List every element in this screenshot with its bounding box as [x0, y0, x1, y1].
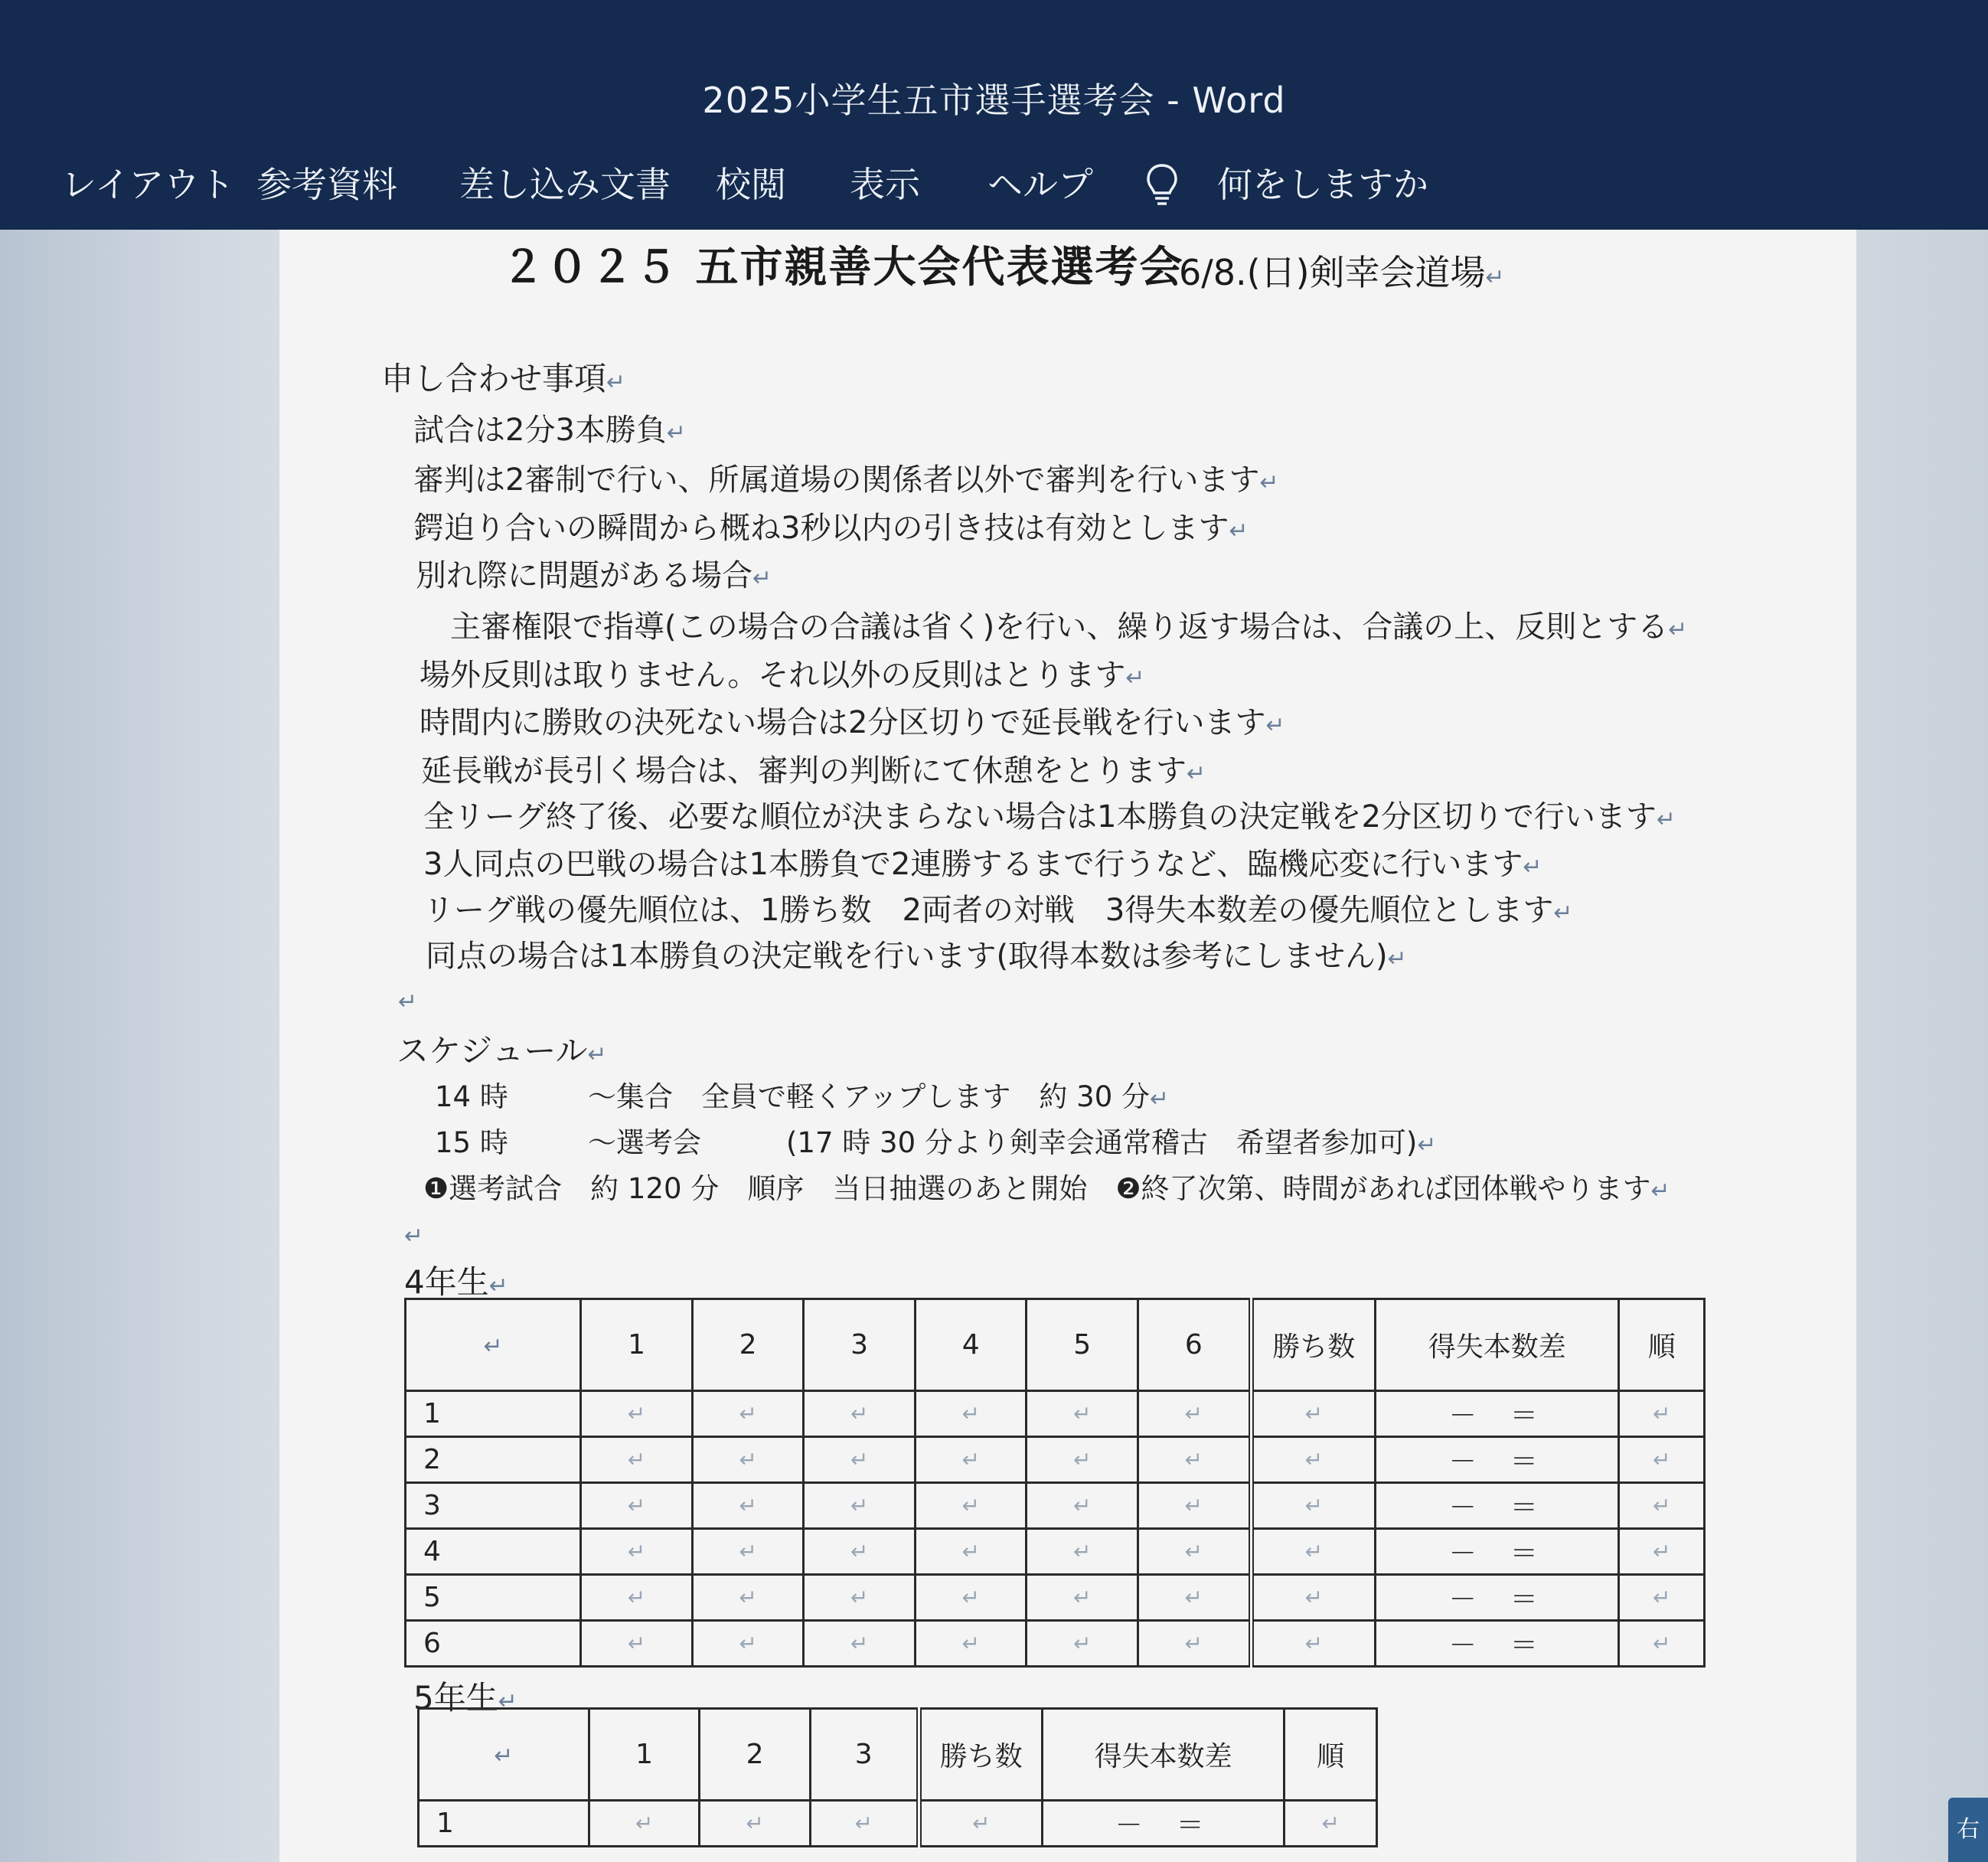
- table-cell[interactable]: ↵: [1027, 1437, 1138, 1483]
- table-cell[interactable]: ↵: [915, 1529, 1027, 1575]
- row-label[interactable]: 4: [406, 1529, 581, 1575]
- table-cell[interactable]: ↵: [804, 1483, 916, 1529]
- table-row: [406, 1621, 1705, 1667]
- note-line: 時間内に勝敗の決死ない場合は2分区切りで延長戦を行います↵: [419, 705, 1285, 740]
- window-title: 2025小学生五市選手選考会 - Word: [702, 80, 1286, 121]
- header-opponent-3[interactable]: 3: [810, 1709, 919, 1801]
- point-diff-cell[interactable]: － ＝: [1376, 1529, 1619, 1575]
- league-table-grade4: [404, 1298, 1706, 1668]
- notes-title: 申し合わせ事項↵: [381, 360, 626, 397]
- point-diff-cell[interactable]: － ＝: [1376, 1483, 1619, 1529]
- paragraph-mark: ↵: [1387, 946, 1407, 972]
- paragraph-mark: ↵: [1553, 900, 1573, 926]
- rank-cell[interactable]: ↵: [1619, 1621, 1705, 1667]
- row-label[interactable]: 1: [419, 1801, 589, 1847]
- table-cell[interactable]: ↵: [804, 1437, 916, 1483]
- empty-paragraph: [404, 1216, 423, 1251]
- note-line: 場外反則は取りません。それ以外の反則はとります↵: [419, 658, 1145, 693]
- document-heading: ２０２５ 五市親善大会代表選考会: [501, 243, 1184, 292]
- paragraph-mark: ↵: [1523, 854, 1542, 880]
- table-row: [406, 1575, 1705, 1621]
- note-line: 鍔迫り合いの瞬間から概ね3秒以内の引き技は有効とします↵: [413, 511, 1249, 546]
- header-opponent-4[interactable]: 4: [915, 1299, 1027, 1391]
- header-rank[interactable]: 順: [1285, 1709, 1377, 1801]
- note-line: 別れ際に問題がある場合↵: [416, 558, 772, 593]
- table-cell[interactable]: ↵: [915, 1483, 1027, 1529]
- schedule-title: スケジュール↵: [397, 1032, 607, 1070]
- row-label[interactable]: 6: [406, 1621, 581, 1667]
- wins-cell[interactable]: ↵: [1251, 1437, 1376, 1483]
- point-diff-cell[interactable]: － ＝: [1376, 1437, 1619, 1483]
- wins-cell[interactable]: ↵: [1251, 1621, 1376, 1667]
- rank-cell[interactable]: ↵: [1619, 1529, 1705, 1575]
- tab-review[interactable]: 校閲: [716, 164, 786, 205]
- table-cell[interactable]: ↵: [1027, 1529, 1138, 1575]
- paragraph-mark: ↵: [404, 1223, 424, 1250]
- table-cell[interactable]: ↵: [804, 1529, 916, 1575]
- table-cell[interactable]: ↵: [700, 1801, 811, 1847]
- paragraph-mark: ↵: [1259, 469, 1279, 496]
- paragraph-mark: ↵: [483, 1333, 503, 1360]
- table-row: [406, 1437, 1705, 1483]
- header-opponent-1[interactable]: 1: [581, 1299, 693, 1391]
- paragraph-mark: ↵: [488, 1272, 508, 1299]
- note-line: 3人同点の巴戦の場合は1本勝負で2連勝するまで行うなど、臨機応変に行います↵: [423, 847, 1542, 882]
- league-table-grade5: [417, 1707, 1378, 1847]
- header-point-diff[interactable]: 得失本数差: [1042, 1709, 1284, 1801]
- header-opponent-2[interactable]: 2: [700, 1709, 811, 1801]
- paragraph-mark: ↵: [398, 988, 418, 1015]
- table-cell[interactable]: ↵: [581, 1483, 693, 1529]
- paragraph-mark: ↵: [1650, 1178, 1670, 1204]
- table-cell[interactable]: ↵: [692, 1621, 804, 1667]
- paragraph-mark: ↵: [1417, 1132, 1437, 1158]
- paragraph-mark: ↵: [498, 1688, 517, 1715]
- wins-cell[interactable]: ↵: [1251, 1529, 1376, 1575]
- table-cell[interactable]: ↵: [1138, 1437, 1252, 1483]
- table-cell[interactable]: ↵: [692, 1391, 804, 1437]
- note-line: 主審権限で指導(この場合の合議は省く)を行い、繰り返す場合は、合議の上、反則とする↵: [450, 609, 1688, 645]
- table-cell[interactable]: ↵: [692, 1437, 804, 1483]
- table-cell[interactable]: ↵: [804, 1391, 916, 1437]
- paragraph-mark: ↵: [494, 1743, 514, 1769]
- schedule-row: 14 時 ～集合 全員で軽くアップします 約 30 分↵: [435, 1080, 1170, 1113]
- row-label[interactable]: 1: [406, 1391, 581, 1437]
- document-heading-date-place: 6/8.(日)剣幸会道場↵: [1179, 252, 1505, 293]
- tab-layout[interactable]: レイアウト: [61, 164, 235, 205]
- rank-cell[interactable]: ↵: [1619, 1483, 1705, 1529]
- wins-cell[interactable]: ↵: [919, 1801, 1042, 1847]
- point-diff-cell[interactable]: － ＝: [1042, 1801, 1284, 1847]
- tab-view[interactable]: 表示: [850, 164, 920, 205]
- table-row: [406, 1483, 1705, 1529]
- header-opponent-6[interactable]: 6: [1138, 1299, 1252, 1391]
- paragraph-mark: ↵: [1485, 264, 1505, 291]
- wins-cell[interactable]: ↵: [1251, 1575, 1376, 1621]
- paragraph-mark: ↵: [1229, 518, 1249, 544]
- tab-mailings[interactable]: 差し込み文書: [459, 164, 671, 205]
- point-diff-cell[interactable]: － ＝: [1376, 1575, 1619, 1621]
- table-cell[interactable]: ↵: [1138, 1483, 1252, 1529]
- table-row: [419, 1801, 1377, 1847]
- table5-title: 5年生↵: [413, 1679, 517, 1717]
- table-cell[interactable]: ↵: [692, 1529, 804, 1575]
- rank-cell[interactable]: ↵: [1619, 1391, 1705, 1437]
- row-label[interactable]: 3: [406, 1483, 581, 1529]
- table-cell[interactable]: ↵: [581, 1529, 693, 1575]
- table-cell[interactable]: ↵: [804, 1575, 916, 1621]
- header-opponent-5[interactable]: 5: [1027, 1299, 1138, 1391]
- tab-references[interactable]: 参考資料: [256, 164, 397, 205]
- row-label[interactable]: 5: [406, 1575, 581, 1621]
- note-line: 試合は2分3本勝負↵: [413, 413, 687, 448]
- note-line: 延長戦が長引く場合は、審判の判断にて休憩をとります↵: [421, 753, 1206, 789]
- table-header-row: [406, 1299, 1705, 1391]
- table-cell[interactable]: ↵: [589, 1801, 700, 1847]
- table-corner-cell[interactable]: [419, 1709, 589, 1801]
- paragraph-mark: ↵: [587, 1041, 607, 1068]
- table-cell[interactable]: ↵: [804, 1621, 916, 1667]
- table-cell[interactable]: ↵: [915, 1437, 1027, 1483]
- rank-cell[interactable]: ↵: [1619, 1437, 1705, 1483]
- table-header-row: [419, 1709, 1377, 1801]
- note-line: 審判は2審制で行い、所属道場の関係者以外で審判を行います↵: [413, 462, 1279, 498]
- header-wins[interactable]: 勝ち数: [919, 1709, 1042, 1801]
- table-cell[interactable]: ↵: [915, 1575, 1027, 1621]
- tab-help[interactable]: ヘルプ: [987, 164, 1093, 205]
- table-cell[interactable]: ↵: [915, 1621, 1027, 1667]
- table-cell[interactable]: ↵: [1027, 1391, 1138, 1437]
- table-row: [406, 1391, 1705, 1437]
- table4-title: 4年生↵: [404, 1263, 508, 1301]
- paragraph-mark: ↵: [1150, 1086, 1170, 1112]
- table-cell[interactable]: ↵: [1138, 1575, 1252, 1621]
- point-diff-cell[interactable]: － ＝: [1376, 1621, 1619, 1667]
- empty-paragraph: [398, 982, 417, 1017]
- paragraph-mark: ↵: [1187, 760, 1206, 787]
- header-opponent-2[interactable]: 2: [692, 1299, 804, 1391]
- table-cell[interactable]: ↵: [1027, 1621, 1138, 1667]
- table-cell[interactable]: ↵: [1138, 1621, 1252, 1667]
- point-diff-cell[interactable]: － ＝: [1376, 1391, 1619, 1437]
- wins-cell[interactable]: ↵: [1251, 1391, 1376, 1437]
- header-point-diff[interactable]: 得失本数差: [1376, 1299, 1619, 1391]
- table-cell[interactable]: ↵: [581, 1437, 693, 1483]
- header-opponent-3[interactable]: 3: [804, 1299, 916, 1391]
- row-label[interactable]: 2: [406, 1437, 581, 1483]
- paragraph-mark: ↵: [666, 420, 687, 446]
- rank-cell[interactable]: ↵: [1285, 1801, 1377, 1847]
- table-cell[interactable]: ↵: [810, 1801, 919, 1847]
- header-rank[interactable]: 順: [1619, 1299, 1705, 1391]
- table-row: [406, 1529, 1705, 1575]
- table-cell[interactable]: ↵: [915, 1391, 1027, 1437]
- paragraph-mark: ↵: [1656, 806, 1676, 833]
- table-cell[interactable]: ↵: [1138, 1529, 1252, 1575]
- side-panel-tab[interactable]: 右: [1948, 1798, 1988, 1862]
- table-cell[interactable]: ↵: [581, 1575, 693, 1621]
- paragraph-mark: ↵: [1668, 616, 1688, 643]
- schedule-note: ❶選考試合 約 120 分 順序 当日抽選のあと開始 ❷終了次第、時間があれば団体戦やります↵: [423, 1172, 1670, 1205]
- note-line: 全リーグ終了後、必要な順位が決まらない場合は1本勝負の決定戦を2分区切りで行います↵: [423, 799, 1676, 835]
- ribbon-menu: [0, 157, 1988, 211]
- lightbulb-icon[interactable]: [1144, 162, 1180, 208]
- header-opponent-1[interactable]: 1: [589, 1709, 700, 1801]
- table-cell[interactable]: ↵: [581, 1391, 693, 1437]
- header-wins[interactable]: 勝ち数: [1251, 1299, 1376, 1391]
- paragraph-mark: ↵: [606, 369, 626, 396]
- tell-me-search[interactable]: 何をしますか: [1217, 164, 1428, 205]
- table-cell[interactable]: ↵: [1027, 1575, 1138, 1621]
- wins-cell[interactable]: ↵: [1251, 1483, 1376, 1529]
- note-line: リーグ戦の優先順位は、1勝ち数 2両者の対戦 3得失本数差の優先順位とします↵: [423, 893, 1573, 928]
- table-cell[interactable]: ↵: [1027, 1483, 1138, 1529]
- rank-cell[interactable]: ↵: [1619, 1575, 1705, 1621]
- table-cell[interactable]: ↵: [581, 1621, 693, 1667]
- schedule-row: 15 時 ～選考会 (17 時 30 分より剣幸会通常稽古 希望者参加可)↵: [435, 1126, 1437, 1159]
- paragraph-mark: ↵: [752, 565, 772, 592]
- table-cell[interactable]: ↵: [1138, 1391, 1252, 1437]
- note-line: 同点の場合は1本勝負の決定戦を行います(取得本数は参考にしません)↵: [426, 939, 1407, 974]
- table-cell[interactable]: ↵: [692, 1575, 804, 1621]
- paragraph-mark: ↵: [1265, 712, 1285, 739]
- table-corner-cell[interactable]: [406, 1299, 581, 1391]
- paragraph-mark: ↵: [1125, 665, 1145, 691]
- table-cell[interactable]: ↵: [692, 1483, 804, 1529]
